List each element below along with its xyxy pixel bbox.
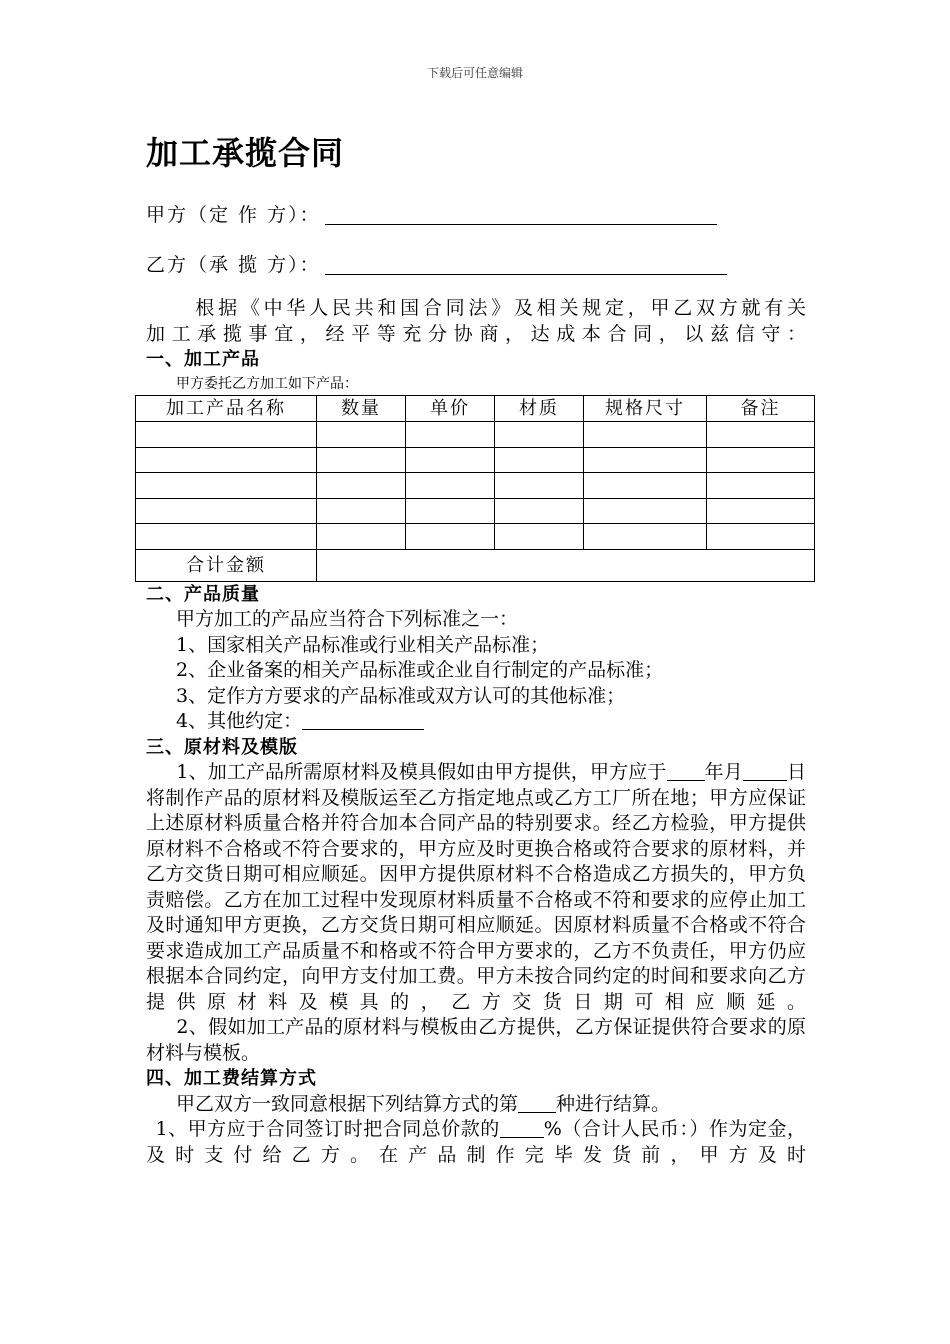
contract-body bbox=[146, 296, 806, 1168]
table-cell[interactable] bbox=[584, 447, 707, 473]
month-blank bbox=[743, 762, 787, 781]
col-quantity: 数量 bbox=[317, 395, 406, 422]
table-row bbox=[136, 447, 815, 473]
settlement-paragraph-1 bbox=[146, 1117, 806, 1168]
party-b-blank bbox=[325, 254, 727, 275]
year-blank bbox=[667, 762, 705, 781]
intro-line-1: 根据《中华人民共和国合同法》及相关规定，甲乙双方就有关 bbox=[195, 297, 806, 319]
materials-paragraph-2: 2、假如加工产品的原材料与模板由乙方提供，乙方保证提供符合要求的原材料与模板。 bbox=[146, 1016, 806, 1064]
section-2-heading: 二、产品质量 bbox=[146, 583, 260, 605]
settlement-lead-b: 种进行结算。 bbox=[556, 1092, 671, 1115]
section-3-heading: 三、原材料及模版 bbox=[146, 736, 298, 758]
table-cell[interactable] bbox=[495, 524, 584, 550]
total-amount-cell[interactable] bbox=[317, 549, 815, 581]
table-cell[interactable] bbox=[317, 498, 406, 524]
settlement-p1-text-b: （合计人民币： bbox=[561, 1118, 690, 1141]
table-row bbox=[136, 473, 815, 499]
table-row bbox=[136, 524, 815, 550]
intro-line-2: 加工承揽事宜，经平等充分协商，达成本合同，以兹信守： bbox=[146, 322, 806, 345]
table-cell[interactable] bbox=[317, 447, 406, 473]
table-cell[interactable] bbox=[495, 422, 584, 448]
total-label: 合计金额 bbox=[136, 549, 317, 581]
percent-blank bbox=[500, 1119, 544, 1138]
materials-month: 月 bbox=[723, 761, 743, 784]
table-cell[interactable] bbox=[317, 524, 406, 550]
col-product-name: 加工产品名称 bbox=[136, 395, 317, 422]
table-cell[interactable] bbox=[495, 498, 584, 524]
settlement-lead-a: 甲乙双方一致同意根据下列结算方式的第 bbox=[176, 1092, 519, 1115]
table-cell[interactable] bbox=[136, 524, 317, 550]
table-cell[interactable] bbox=[136, 447, 317, 473]
table-cell[interactable] bbox=[584, 473, 707, 499]
section-2-lead: 甲方加工的产品应当符合下列标准之一： bbox=[176, 608, 519, 631]
materials-p1-text-b: 日将制作产品的原材料及模版运至乙方指定地点或乙方工厂所在地；甲方应保证上述原材料质量合格并符合加本合同产品的特别要求。经乙方检验，甲方提供原材料不合格或不符合要求的，甲方应及时更换合格或符合要求的原材料，并乙方交货日期可相应顺延。因甲方提供原材料不合格造成乙方损失的，甲方负责赔偿。乙方在加工过程中发现原材料质量不合格或不符和要求的应停止加工及时通知甲方更换，乙方交货日期可相应顺延。因原材料质量不合格或不符合要求造成加工产品质量不和格或不符合甲方要求的，乙方不负责任，甲方仍应根据本合同约定，向甲方支付加工费。甲方未按合同约定的时间和要求向乙方提供原材料及模具的，乙方交货日期可相应顺延。 bbox=[146, 761, 806, 1013]
table-cell[interactable] bbox=[707, 422, 815, 448]
table-cell[interactable] bbox=[136, 422, 317, 448]
settlement-lead bbox=[146, 1092, 806, 1118]
settlement-p1-text-c: ）作为定金，及时支付给乙方。在产品制作完毕发货前，甲方及时 bbox=[146, 1118, 806, 1166]
section-4-heading: 四、加工费结算方式 bbox=[146, 1068, 317, 1090]
table-cell[interactable] bbox=[317, 473, 406, 499]
table-row bbox=[136, 422, 815, 448]
party-a-label: 甲方（定 作 方）： bbox=[146, 204, 321, 226]
product-table-header bbox=[136, 395, 815, 422]
table-cell[interactable] bbox=[136, 473, 317, 499]
section-1-heading: 一、加工产品 bbox=[146, 349, 260, 370]
table-cell[interactable] bbox=[406, 498, 495, 524]
table-cell[interactable] bbox=[584, 498, 707, 524]
table-cell[interactable] bbox=[495, 447, 584, 473]
materials-p1-text-a: 1、加工产品所需原材料及模具假如由甲方提供，甲方应于 bbox=[176, 761, 667, 784]
table-cell[interactable] bbox=[707, 473, 815, 499]
col-unit-price: 单价 bbox=[406, 395, 495, 422]
col-material: 材质 bbox=[495, 395, 584, 422]
col-remarks: 备注 bbox=[707, 395, 815, 422]
table-cell[interactable] bbox=[707, 447, 815, 473]
product-table bbox=[135, 395, 815, 582]
party-b-line bbox=[146, 250, 727, 277]
other-agreement-blank bbox=[302, 711, 424, 730]
table-cell[interactable] bbox=[495, 473, 584, 499]
quality-item-1: 1、国家相关产品标准或行业相关产品标准； bbox=[176, 633, 550, 656]
section-1-lead: 甲方委托乙方加工如下产品： bbox=[176, 375, 358, 392]
materials-year: 年 bbox=[704, 761, 724, 784]
table-row bbox=[136, 498, 815, 524]
quality-item-4 bbox=[146, 709, 806, 735]
table-cell[interactable] bbox=[707, 498, 815, 524]
quality-item-4-label: 4、其他约定： bbox=[176, 710, 303, 733]
table-cell[interactable] bbox=[584, 422, 707, 448]
header-note: 下载后可任意编辑 bbox=[426, 66, 523, 80]
quality-item-2: 2、企业备案的相关产品标准或企业自行制定的产品标准； bbox=[176, 659, 664, 682]
page-title: 加工承揽合同 bbox=[146, 134, 345, 172]
party-a-blank bbox=[325, 204, 717, 225]
table-cell[interactable] bbox=[406, 447, 495, 473]
party-b-label: 乙方（承 揽 方）： bbox=[146, 254, 321, 276]
percent-sign: % bbox=[543, 1118, 562, 1141]
table-cell[interactable] bbox=[317, 422, 406, 448]
table-cell[interactable] bbox=[406, 473, 495, 499]
table-cell[interactable] bbox=[406, 422, 495, 448]
method-number-blank bbox=[518, 1094, 556, 1113]
table-cell[interactable] bbox=[707, 524, 815, 550]
total-row bbox=[136, 549, 815, 581]
party-a-line bbox=[146, 200, 717, 227]
col-specification: 规格尺寸 bbox=[584, 395, 707, 422]
table-cell[interactable] bbox=[136, 498, 317, 524]
materials-paragraph-1 bbox=[146, 760, 806, 1015]
table-cell[interactable] bbox=[584, 524, 707, 550]
quality-item-3: 3、定作方方要求的产品标准或双方认可的其他标准； bbox=[176, 684, 626, 707]
table-cell[interactable] bbox=[406, 524, 495, 550]
settlement-p1-text-a: 1、甲方应于合同签订时把合同总价款的 bbox=[155, 1118, 500, 1141]
